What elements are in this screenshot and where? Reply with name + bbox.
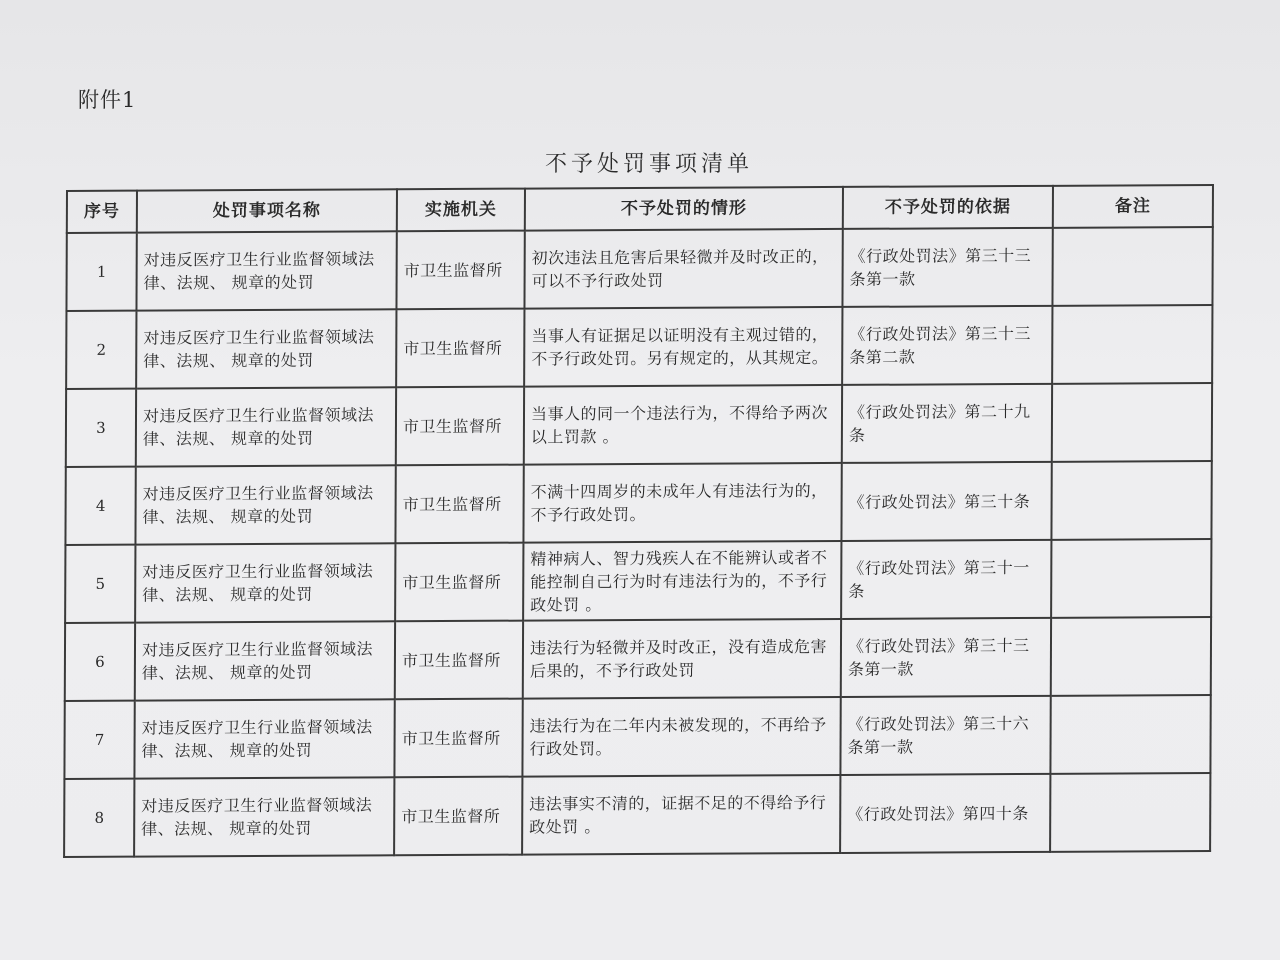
row-basis: 《行政处罚法》第三十三条第一款 bbox=[842, 228, 1052, 307]
row-no: 2 bbox=[66, 311, 136, 389]
row-basis: 《行政处罚法》第三十三条第二款 bbox=[842, 306, 1052, 385]
row-org: 市卫生监督所 bbox=[396, 309, 524, 388]
row-no: 8 bbox=[64, 779, 134, 857]
document-title: 不予处罚事项清单 bbox=[544, 152, 753, 177]
row-org: 市卫生监督所 bbox=[394, 777, 522, 856]
row-no: 3 bbox=[66, 389, 136, 467]
row-condition: 精神病人、智力残疾人在不能辨认或者不能控制自己行为时有违法行为的，不予行政处罚 。 bbox=[523, 541, 841, 621]
row-no: 1 bbox=[66, 233, 136, 311]
row-basis: 《行政处罚法》第四十条 bbox=[840, 774, 1050, 853]
header-note: 备注 bbox=[1053, 185, 1213, 228]
row-basis: 《行政处罚法》第三十一条 bbox=[841, 540, 1051, 619]
row-basis: 《行政处罚法》第三十三条第一款 bbox=[841, 618, 1051, 697]
row-name: 对违反医疗卫生行业监督领域法律、法规、 规章的处罚 bbox=[136, 231, 396, 310]
row-name: 对违反医疗卫生行业监督领域法律、法规、 规章的处罚 bbox=[134, 777, 394, 856]
table-row bbox=[64, 773, 1210, 857]
table-row bbox=[65, 461, 1211, 545]
row-org: 市卫生监督所 bbox=[396, 387, 524, 466]
row-note bbox=[1052, 305, 1212, 384]
row-org: 市卫生监督所 bbox=[395, 621, 523, 700]
table-row bbox=[65, 539, 1211, 623]
row-condition: 初次违法且危害后果轻微并及时改正的，可以不予行政处罚 bbox=[524, 229, 842, 309]
row-name: 对违反医疗卫生行业监督领域法律、法规、 规章的处罚 bbox=[135, 543, 395, 622]
row-note bbox=[1052, 227, 1212, 306]
table-row bbox=[64, 695, 1210, 779]
row-org: 市卫生监督所 bbox=[395, 543, 523, 622]
header-basis: 不予处罚的依据 bbox=[843, 186, 1053, 229]
header-condition: 不予处罚的情形 bbox=[525, 187, 843, 231]
row-org: 市卫生监督所 bbox=[396, 231, 524, 310]
row-note bbox=[1050, 773, 1210, 852]
header-no: 序号 bbox=[67, 191, 137, 233]
row-no: 6 bbox=[65, 623, 135, 701]
row-name: 对违反医疗卫生行业监督领域法律、法规、 规章的处罚 bbox=[136, 387, 396, 466]
row-note bbox=[1050, 695, 1210, 774]
row-condition: 当事人的同一个违法行为，不得给予两次以上罚款 。 bbox=[524, 385, 842, 465]
row-org: 市卫生监督所 bbox=[395, 465, 523, 544]
row-basis: 《行政处罚法》第三十六条第一款 bbox=[840, 696, 1050, 775]
row-note bbox=[1052, 383, 1212, 462]
table-row bbox=[66, 227, 1212, 311]
row-name: 对违反医疗卫生行业监督领域法律、法规、 规章的处罚 bbox=[136, 309, 396, 388]
row-note bbox=[1051, 539, 1211, 618]
header-org: 实施机关 bbox=[397, 189, 525, 232]
row-name: 对违反医疗卫生行业监督领域法律、法规、 规章的处罚 bbox=[135, 465, 395, 544]
row-basis: 《行政处罚法》第二十九条 bbox=[842, 384, 1052, 463]
row-condition: 违法事实不清的，证据不足的不得给予行政处罚 。 bbox=[522, 775, 840, 855]
row-no: 7 bbox=[64, 701, 134, 779]
row-org: 市卫生监督所 bbox=[394, 699, 522, 778]
table-row bbox=[66, 383, 1212, 467]
row-name: 对违反医疗卫生行业监督领域法律、法规、 规章的处罚 bbox=[135, 621, 395, 700]
row-no: 5 bbox=[65, 545, 135, 623]
penalty-exemption-table-container bbox=[63, 184, 1216, 884]
row-condition: 不满十四周岁的未成年人有违法行为的，不予行政处罚。 bbox=[523, 463, 841, 543]
row-condition: 违法行为轻微并及时改正，没有造成危害后果的，不予行政处罚 bbox=[523, 619, 841, 699]
penalty-exemption-table bbox=[63, 184, 1214, 858]
row-condition: 当事人有证据足以证明没有主观过错的，不予行政处罚。另有规定的，从其规定。 bbox=[524, 307, 842, 387]
row-note bbox=[1051, 617, 1211, 696]
row-name: 对违反医疗卫生行业监督领域法律、法规、 规章的处罚 bbox=[134, 699, 394, 778]
row-basis: 《行政处罚法》第三十条 bbox=[841, 462, 1051, 541]
table-row bbox=[66, 305, 1212, 389]
header-name: 处罚事项名称 bbox=[137, 189, 397, 232]
row-note bbox=[1051, 461, 1211, 540]
table-row bbox=[65, 617, 1211, 701]
table-header-row bbox=[67, 185, 1213, 233]
attachment-label: 附件1 bbox=[78, 88, 137, 112]
row-condition: 违法行为在二年内未被发现的，不再给予行政处罚。 bbox=[522, 697, 840, 777]
row-no: 4 bbox=[65, 467, 135, 545]
